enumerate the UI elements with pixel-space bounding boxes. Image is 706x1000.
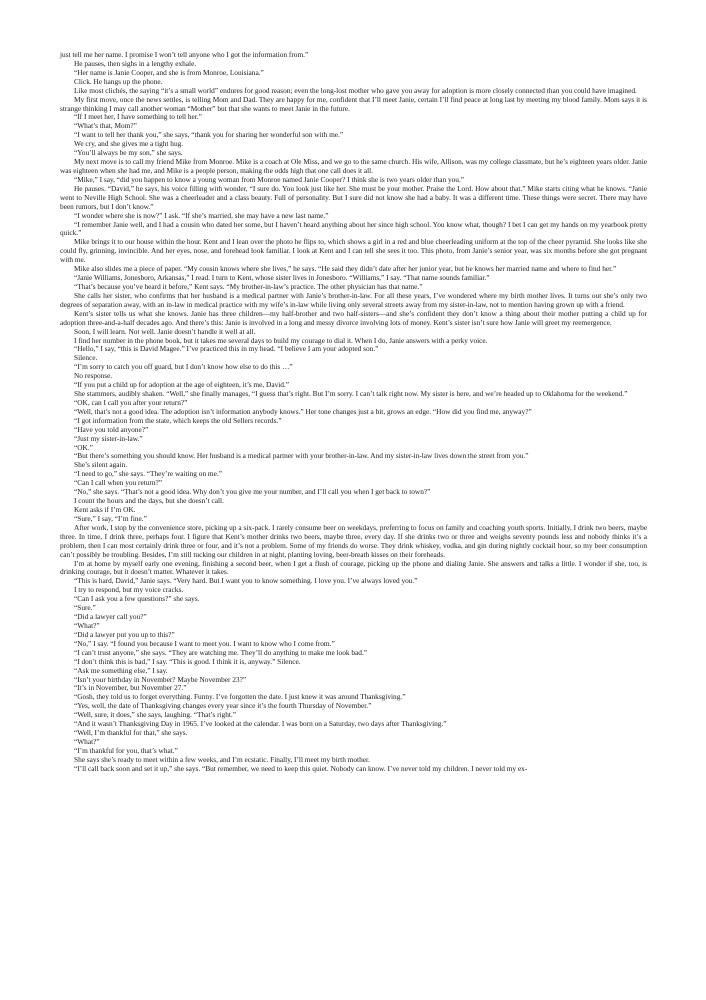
paragraph: I try to respond, but my voice cracks. — [74, 585, 184, 595]
paragraph: Mike also slides me a piece of paper. “My cousin knows where she lives,” he says. “He said they didn’t date after her junior year, but he knows her married name and where to find her.” — [74, 264, 617, 274]
paragraph: “What?” — [74, 736, 100, 746]
paragraph: “Just my sister-in-law.” — [74, 433, 143, 443]
paragraph: “Mike,” I say, “did you happen to know a young woman from Monroe named Janie Cooper? I think she is two years older than you.” — [74, 174, 465, 184]
paragraph: “Her name is Janie Cooper, and she is from Monroe, Louisiana.” — [74, 67, 264, 77]
paragraph: “I need to go,” she says. “They’re waiting on me.” — [74, 469, 222, 479]
paragraph: She calls her sister, who confirms that her husband is a medical partner with Janie’s brother-in-law. For all these years, I’ve wondered where my birth mother lives. It turns out she’s only two degrees of separation away, with an in-law in medical practice with my wife’s in-law while living only several streets away from my sister-in-law, not to mention having grown up with a friend. — [60, 290, 647, 309]
paragraph: Mike brings it to our house within the hour. Kent and I lean over the photo he flips to, which shows a girl in a red and blue cheerleading uniform at the top of the cheer pyramid. She looks like she could fly, grinning, invincible. And her eyes, nose, and forehead look familiar. I look at Kent and I can tell she sees it too. This photo, from Janie’s senior year, was six months before she got pregnant with me. — [60, 237, 647, 265]
paragraph: just tell me her name. I promise I won’t tell anyone who I got the information from.” — [60, 50, 309, 59]
paragraph: “I want to tell her thank you,” she says, “thank you for sharing her wonderful son with me.” — [74, 130, 344, 140]
paragraph: “And it wasn’t Thanksgiving Day in 1965. I’ve looked at the calendar. I was born on a Saturday, two days after Thanksgiving.” — [74, 719, 447, 729]
paragraph: “OK, can I call you after your return?” — [74, 397, 188, 407]
paragraph: “Gosh, they told us to forget everything. Funny. I’ve forgotten the date. I just knew it was around Thanksgiving.” — [74, 692, 406, 702]
paragraph: “Hello,” I say, “this is David Magee.” I’ve practiced this in my head. “I believe I am your adopted son.” — [74, 344, 379, 354]
paragraph: “Did a lawyer call you?” — [74, 612, 147, 622]
paragraph: “If you put a child up for adoption at the age of eighteen, it’s me, David.” — [74, 380, 289, 390]
paragraph: My next move is to call my friend Mike from Monroe. Mike is a coach at Ole Miss, and we go to the same church. His wife, Allison, was my college classmate, but he’s eighteen years older. Janie was eighteen when she had me, and Mike is a people person, making the odds high that one call does it all. — [60, 157, 647, 175]
paragraph: Kent’s sister tells us what she knows. Janie has three children—my half-brother and two half-sisters—and she’s confident they don’t know a thing about their mother putting a child up for adoption three-and-a-half decades ago. And there’s this: Janie is involved in a long and messy divorce involving lots of money. Kent’s sister isn’t sure how Janie will greet my reemergence. — [60, 308, 647, 327]
paragraph: “What?” — [74, 621, 100, 630]
paragraph: No response. — [74, 371, 113, 381]
paragraph: “I got information from the state, which keeps the old Sellers records.” — [74, 415, 282, 425]
paragraph: “I can’t trust anyone,” she says. “They are watching me. They’ll do anything to make me look bad.” — [74, 647, 368, 657]
paragraph: She says she’s ready to meet within a few weeks, and I’m ecstatic. Finally, I’ll meet my birth mother. — [74, 754, 370, 764]
paragraph: “Well, I’m thankful for that,” she says. — [74, 728, 188, 738]
paragraph: I’m at home by myself early one evening, finishing a second beer, when I get a flush of courage, picking up the phone and dialing Janie. She answers and talks a little. I wonder if she, too, is drinking courage, but it doesn’t matter. Whatever it takes. — [60, 558, 647, 577]
paragraph: “Can I call when you return?” — [74, 478, 163, 488]
paragraph: “Well, that’s not a good idea. The adoption isn’t information anybody knows.” Her tone changes just a bit, grows an edge. “How did you find me, anyway?” — [74, 406, 532, 416]
paragraph: “I’m sorry to catch you off guard, but I don’t know how else to do this …” — [74, 362, 293, 372]
paragraph: Kent asks if I’m OK. — [74, 505, 136, 515]
paragraph: “Sure,” I say, “I’m fine.” — [74, 513, 147, 523]
paragraph: “If I meet her, I have something to tell her.” — [74, 112, 202, 122]
paragraph: “I wonder where she is now?” I ask. “If she’s married, she may have a new last name.” — [74, 210, 329, 220]
paragraph: “I’ll call back soon and set it up,” she says. “But remember, we need to keep this quiet. Nobody can know. I’ve never told my children. I never told my ex- — [74, 763, 528, 773]
paragraph: “Isn’t your birthday in November? Maybe November 23?” — [74, 674, 247, 684]
paragraph: She stammers, audibly shaken. “Well,” she finally manages, “I guess that’s right. But I’m sorry. I can’t talk right now. My sister is here, and we’re headed up to Oklahoma for the weekend.” — [74, 389, 628, 399]
paragraph: Soon, I will learn. Not well. Janie doesn’t handle it well at all. — [74, 326, 256, 336]
paragraph: I find her number in the phone book, but it takes me several days to build my courage to dial it. When I do, Janie answers with a perky voice. — [74, 335, 488, 345]
paragraph: He pauses, then sighs in a lengthy exhale. — [74, 58, 197, 68]
paragraph: “No,” she says. “That’s not a good idea. Why don’t you give me your number, and I’ll call you when I get back to town?” — [74, 487, 431, 497]
paragraph: “This is hard, David,” Janie says. “Very hard. But I want you to know something. I love you. I’ve always loved you.” — [74, 576, 418, 586]
paragraph: “Janie Williams, Jonesboro, Arkansas,” I read. I turn to Kent, whose sister lives in Jonesboro. “Williams,” I say. “That name sounds familiar.” — [74, 273, 490, 283]
paragraph: “It’s in November, but November 27.” — [74, 683, 187, 693]
paragraph: “You’ll always be my son,” she says. — [74, 148, 183, 158]
paragraph: I count the hours and the days, but she doesn’t call. — [74, 496, 224, 506]
paragraph: Silence. — [74, 353, 98, 363]
paragraph: “Can I ask you a few questions?” she says. — [74, 594, 200, 604]
paragraph: “What’s that, Mom?” — [74, 121, 137, 131]
paragraph: Like most clichés, the saying “it’s a small world” endures for good reason; even the long-lost mother who gave you away for adoption is more closely connected than you could have imagined. — [74, 85, 637, 95]
paragraph: “Sure.” — [74, 603, 96, 613]
paragraph: After work, I stop by the convenience store, picking up a six-pack. I rarely consume beer on weekdays, preferring to focus on family and coaching youth sports. Initially, I drink two beers, maybe three. In time, I drink three, perhaps four. I figure that Kent’s mother drinks two beers, maybe three, every day. If she drinks two or three and weighs seventy pounds less and nobody thinks it’s a problem, then I can most certainly drink three or four, and it’s not a problem. Some of my friends do worse. They drink whiskey, vodka, and gin during nightly cocktail hour, so my beer consumption can’t possibly be troubling. Besides, I’m still tucking our children in at night, planting loving, beer-breath kisses on their foreheads. — [60, 522, 647, 559]
paragraph: Click. He hangs up the phone. — [74, 76, 163, 86]
paragraph: “That’s because you’ve heard it before,” Kent says. “My brother-in-law’s practice. The other physician has that name.” — [74, 281, 423, 291]
paragraph: We cry, and she gives me a tight hug. — [74, 139, 184, 149]
paragraph: “Have you told anyone?” — [74, 424, 149, 434]
paragraph: He pauses. “David,” he says, his voice filling with wonder, “I sure do. You look just like her. She must be your mother. Praise the Lord. How about that.” Mike starts citing what he knows. “Janie went to Neville High School. She was a cheerleader and a class beauty. Full of personality. But I sure did not know she had a baby. It was a different time. These things were secret. There may have been rumors, but I don’t know.” — [60, 183, 647, 211]
paragraph: “I don’t think this is bad,” I say. “This is good. I think it is, anyway.” Silence. — [74, 656, 301, 666]
paragraph: My first move, once the news settles, is telling Mom and Dad. They are happy for me, confident that I’ll meet Janie, certain I’ll find peace at long last by meeting my blood family. Mom says it is strange thinking I may call another woman “Mother” but that she wants to meet Janie in the future. — [60, 94, 647, 113]
paragraph: “Yes, well, the date of Thanksgiving changes every year since it’s the fourth Thursday of November.” — [74, 701, 372, 711]
paragraph: “OK.” — [74, 442, 93, 452]
paragraph: “I’m thankful for you, that’s what.” — [74, 745, 178, 755]
paragraph: “No,” I say. “I found you because I want to meet you. I want to know who I come from.” — [74, 638, 335, 648]
paragraph: “Did a lawyer put you up to this?” — [74, 629, 175, 639]
paragraph: “I remember Janie well, and I had a cousin who dated her some, but I haven’t heard anything about her since high school. You know what, though? I bet I can get my hands on my yearbook pretty quick.” — [60, 219, 647, 238]
paragraph: “Ask me something else,” I say. — [74, 665, 168, 675]
paragraph: “Well, sure, it does,” she says, laughing. “That’s right.” — [74, 710, 236, 720]
paragraph: She’s silent again. — [74, 460, 128, 470]
paragraph: “But there’s something you should know. Her husband is a medical partner with your brother-in-law. And my sister-in-law lives down the street from you.” — [74, 451, 529, 461]
